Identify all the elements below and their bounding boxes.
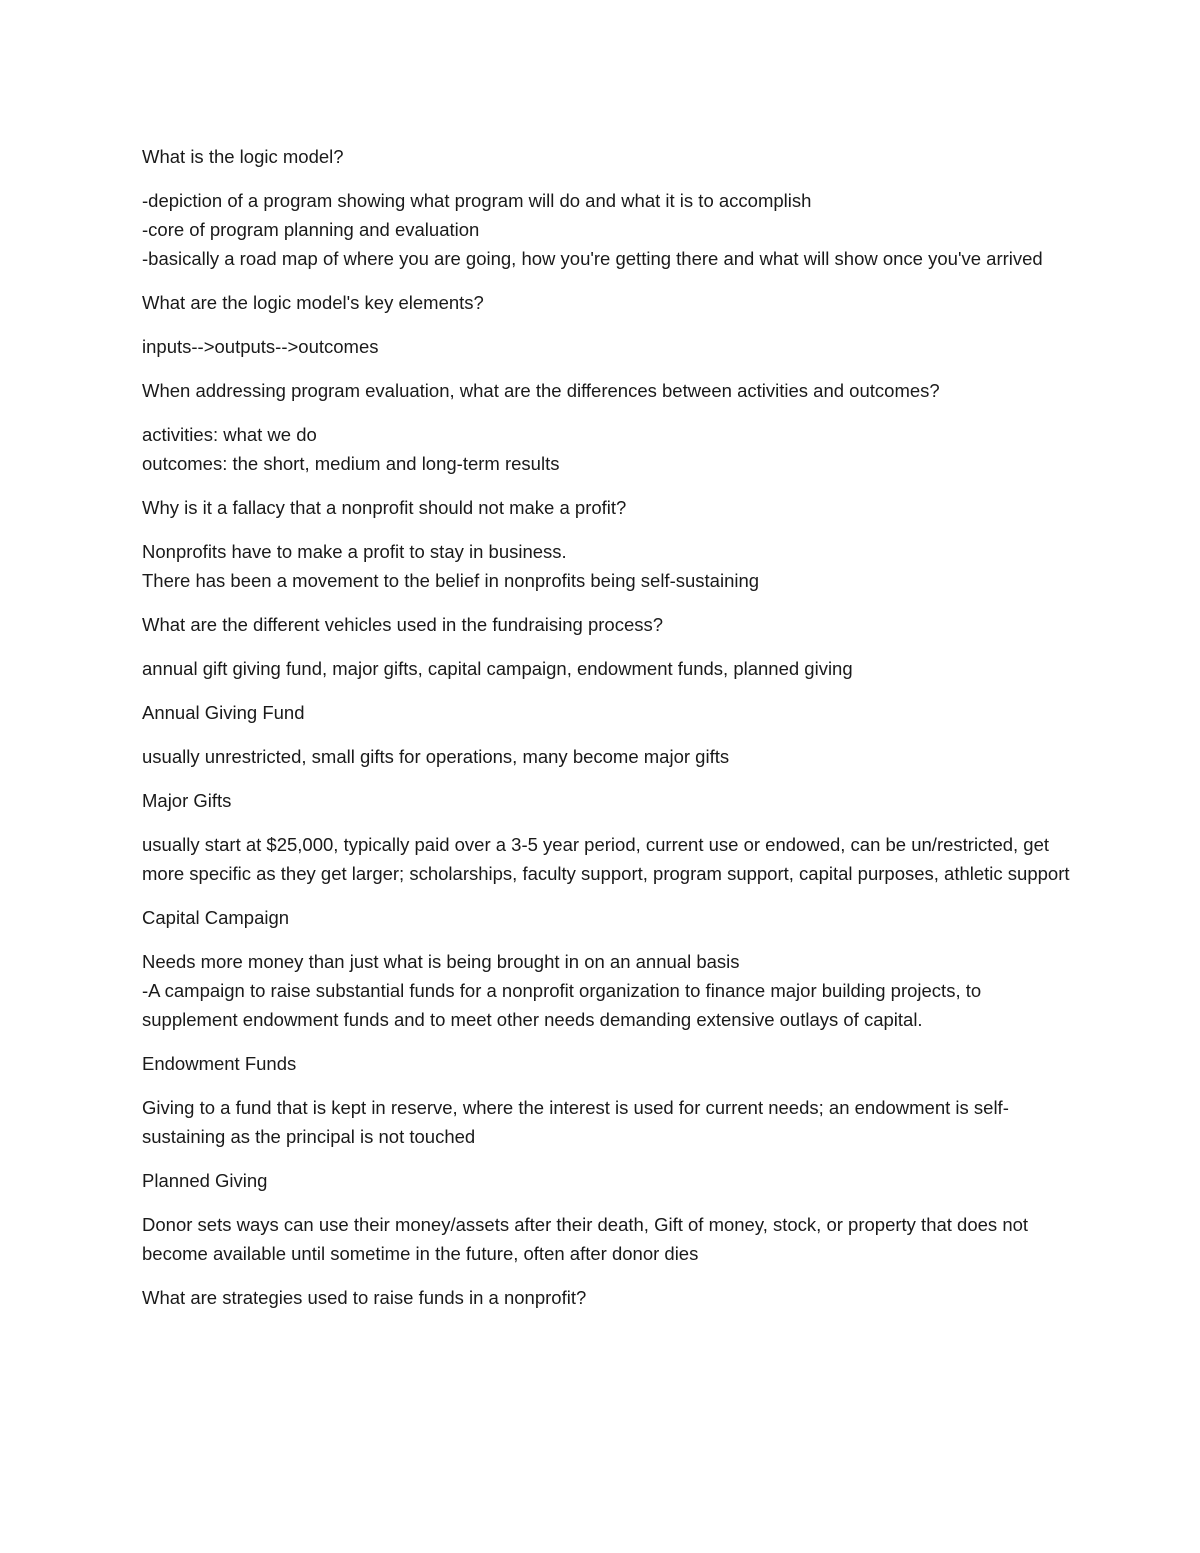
answer-key-elements (142, 332, 1080, 361)
heading-major-gifts (142, 786, 1080, 815)
answer-line: There has been a movement to the belief in nonprofits being self-sustaining (142, 570, 760, 591)
answer-line: Donor sets ways can use their money/assets after their death, Gift of money, stock, or property that does not become available until sometime in the future, often after donor dies (142, 1214, 1029, 1264)
answer-line: -A campaign to raise substantial funds for a nonprofit organization to finance major building projects, to supplement endowment funds and to meet other needs demanding extensive outlays of capital. (142, 980, 982, 1030)
question-text: Why is it a fallacy that a nonprofit should not make a profit? (142, 497, 627, 518)
answer-line: -basically a road map of where you are going, how you're getting there and what will show once you've arrived (142, 248, 1043, 269)
answer-line: activities: what we do (142, 424, 317, 445)
answer-line: -depiction of a program showing what program will do and what it is to accomplish (142, 190, 812, 211)
answer-line: Needs more money than just what is being brought in on an annual basis (142, 951, 740, 972)
answer-logic-model (142, 186, 1080, 273)
answer-line: -core of program planning and evaluation (142, 219, 480, 240)
text-annual-giving-fund (142, 742, 1080, 771)
answer-line: annual gift giving fund, major gifts, capital campaign, endowment funds, planned giving (142, 658, 853, 679)
section-heading: Endowment Funds (142, 1053, 297, 1074)
question-text: What is the logic model? (142, 146, 344, 167)
answer-activities-outcomes (142, 420, 1080, 478)
heading-planned-giving (142, 1166, 1080, 1195)
question-activities-outcomes (142, 376, 1080, 405)
question-text: When addressing program evaluation, what are the differences between activities and outcomes? (142, 380, 940, 401)
answer-line: inputs-->outputs-->outcomes (142, 336, 379, 357)
text-capital-campaign (142, 947, 1080, 1034)
answer-line: usually start at $25,000, typically paid over a 3-5 year period, current use or endowed, can be un/restricted, get more specific as they get larger; scholarships, faculty support, program support, capital purposes, athletic support (142, 834, 1070, 884)
heading-endowment-funds (142, 1049, 1080, 1078)
section-heading: Planned Giving (142, 1170, 268, 1191)
answer-fundraising-vehicles (142, 654, 1080, 683)
section-heading: Major Gifts (142, 790, 232, 811)
text-endowment-funds (142, 1093, 1080, 1151)
answer-line: Nonprofits have to make a profit to stay in business. (142, 541, 567, 562)
section-heading: Capital Campaign (142, 907, 290, 928)
question-text: What are the different vehicles used in the fundraising process? (142, 614, 664, 635)
heading-annual-giving-fund (142, 698, 1080, 727)
question-text: What are strategies used to raise funds in a nonprofit? (142, 1287, 587, 1308)
answer-profit-fallacy (142, 537, 1080, 595)
heading-capital-campaign (142, 903, 1080, 932)
question-profit-fallacy (142, 493, 1080, 522)
answer-line: Giving to a fund that is kept in reserve, where the interest is used for current needs; an endowment is self-sustaining as the principal is not touched (142, 1097, 1009, 1147)
section-heading: Annual Giving Fund (142, 702, 305, 723)
text-planned-giving (142, 1210, 1080, 1268)
question-logic-model (142, 142, 1080, 171)
question-key-elements (142, 288, 1080, 317)
answer-line: outcomes: the short, medium and long-term results (142, 453, 560, 474)
answer-line: usually unrestricted, small gifts for operations, many become major gifts (142, 746, 730, 767)
question-fundraising-vehicles (142, 610, 1080, 639)
text-major-gifts (142, 830, 1080, 888)
question-text: What are the logic model's key elements? (142, 292, 484, 313)
question-fundraising-strategies (142, 1283, 1080, 1312)
